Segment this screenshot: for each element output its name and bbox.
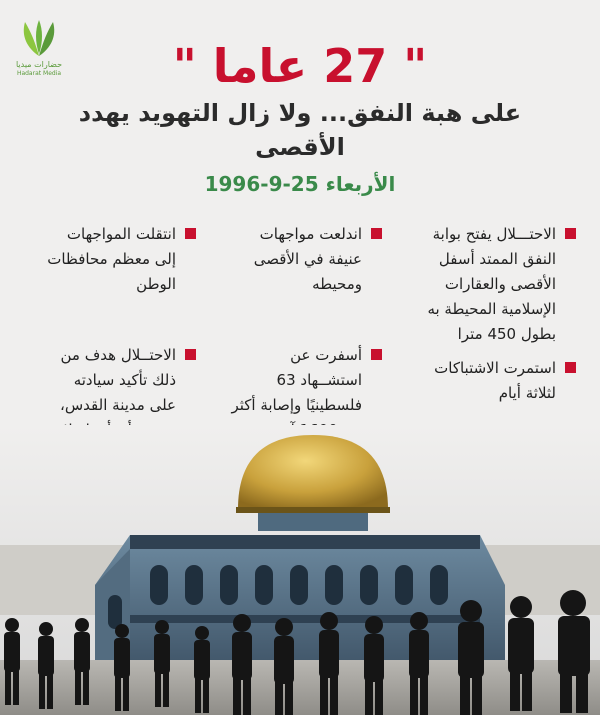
fact-text: الاحتـــلال يفتح بوابة النفق الممتد أسفل الأقصى والعقارات الإسلامية المحيطة به بطول 450 مترا	[427, 225, 556, 343]
bullet-icon	[371, 228, 382, 239]
dome-of-the-rock-photo	[0, 425, 600, 715]
event-date: الأربعاء 25-9-1996	[204, 172, 396, 196]
bullet-icon	[371, 349, 382, 360]
fact-text: أسفرت عن استشــهاد 63 فلسطينيًا وإصابة أكثر	[231, 346, 362, 414]
fact-text: الاحتــلال هدف من ذلك تأكيد سيادته على مدينة القدس،	[60, 346, 176, 414]
bullet-icon	[185, 228, 196, 239]
logo-text-english: Hadarat Media	[16, 70, 62, 77]
bullet-icon	[565, 228, 576, 239]
logo-text-arabic: حضارات ميديا	[15, 60, 63, 69]
bullet-icon	[185, 349, 196, 360]
fact-item-3	[28, 222, 196, 297]
bullet-icon	[565, 362, 576, 373]
page-title: " 27 عاما "	[172, 39, 428, 93]
fact-item-4	[398, 356, 576, 406]
fact-text: انتقلت المواجهات إلى معظم محافظات الوطن	[47, 225, 176, 293]
fact-item-1	[398, 222, 576, 347]
fact-text: اندلعت مواجهات عنيفة في الأقصى ومحيطه	[253, 225, 362, 293]
fact-item-2	[212, 222, 382, 297]
page-subtitle: على هبة النفق... ولا زال التهويد يهدد الأقصى	[78, 99, 522, 161]
fact-text: استمرت الاشتباكات لثلاثة أيام	[434, 359, 556, 402]
